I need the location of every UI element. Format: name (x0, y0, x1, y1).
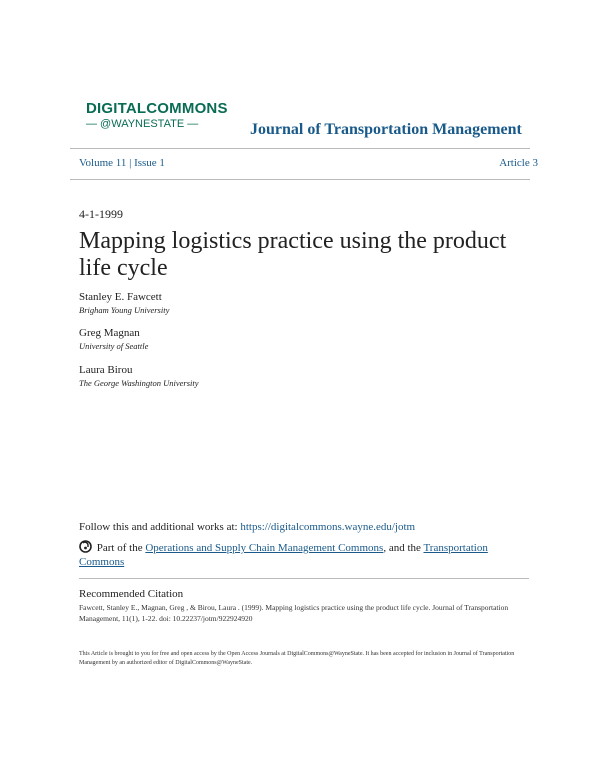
transportation-commons-link[interactable]: Transportation Commons (79, 542, 488, 568)
author-name: Stanley E. Fawcett (79, 291, 162, 303)
issue-link[interactable]: Issue 1 (134, 157, 165, 169)
logo-waynestate[interactable]: — @WAYNESTATE — (86, 118, 199, 130)
follow-line (79, 521, 415, 533)
recommended-citation-heading: Recommended Citation (79, 588, 184, 600)
journal-title[interactable]: Journal of Transportation Management (250, 121, 522, 138)
author-affiliation: The George Washington University (79, 378, 199, 388)
part-of-text: Part of the (96, 542, 143, 554)
author-affiliation: University of Seattle (79, 341, 149, 351)
paper-title: Mapping logistics practice using the product life cycle (79, 228, 507, 281)
divider-top (70, 148, 530, 149)
article-link[interactable]: Article 3 (499, 157, 538, 169)
divider-header-bottom (70, 179, 530, 180)
divider-citation (79, 578, 529, 579)
author-name: Laura Birou (79, 364, 133, 376)
citation-text: Fawcett, Stanley E., Magnan, Greg , & Birou, Laura . (1999). Mapping logistics practice using the product life cycle. Journal of Transportation Management, 11(1), 1-22. doi: 10.22237/jotm/922924920 (79, 603, 509, 623)
follow-text: Follow this and additional works at: (79, 521, 238, 533)
author-name: Greg Magnan (79, 327, 140, 339)
part-of-line (79, 540, 519, 569)
access-notice: This Article is brought to you for free and open access by the Open Access Journals at DigitalCommons@WayneState. It has been accepted for inclusion in Journal of Transportation Management by an authorized editor of DigitalCommons@WayneState. (79, 651, 515, 666)
volume-link[interactable]: Volume 11 (79, 157, 127, 169)
author-affiliation: Brigham Young University (79, 305, 170, 315)
logo-digitalcommons[interactable]: DIGITALCOMMONS (86, 100, 228, 117)
volume-issue-line (79, 157, 165, 169)
operations-supply-chain-commons-link[interactable]: Operations and Supply Chain Management Commons (145, 542, 384, 554)
open-access-icon (79, 540, 92, 553)
follow-link[interactable]: https://digitalcommons.wayne.edu/jotm (240, 521, 416, 533)
and-the-text: , and the (383, 542, 421, 554)
separator: | (129, 157, 132, 169)
publication-date: 4-1-1999 (79, 207, 123, 221)
